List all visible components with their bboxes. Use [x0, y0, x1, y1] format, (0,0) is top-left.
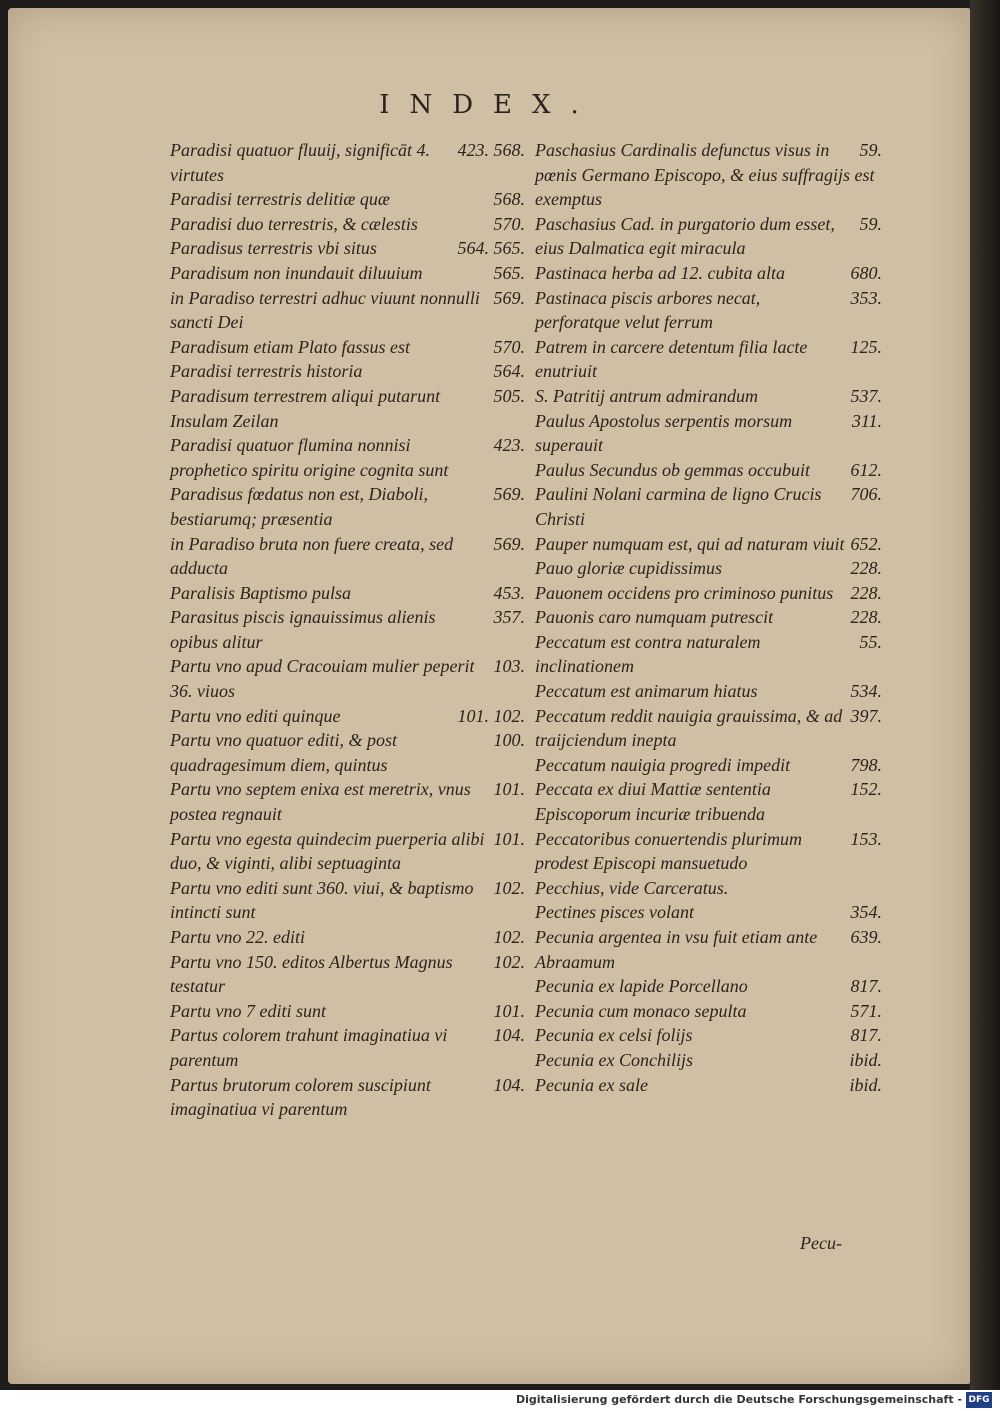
index-entry [535, 458, 882, 483]
page-header: INDEX. [379, 90, 599, 120]
index-entry [170, 384, 525, 433]
index-entry [535, 1048, 882, 1073]
entry-text: Partu vno 22. editi [170, 927, 305, 947]
entry-text: Peccatum est contra naturalem inclinationem [535, 631, 761, 677]
entry-page-number: 101. [493, 779, 525, 800]
index-entry [535, 753, 882, 778]
entry-page-number: 817. [850, 1025, 882, 1046]
entry-page-number: 570. [493, 336, 525, 357]
entry-text: Partu vno editi sunt 360. viui, & baptismo intincti sunt [170, 877, 474, 923]
index-entry [170, 581, 525, 606]
entry-page-number: 357. [493, 607, 525, 628]
entry-text: Pecunia cum monaco sepulta [535, 1000, 747, 1021]
index-entry [535, 482, 882, 531]
entry-page-number: 153. [850, 828, 882, 849]
entry-text: Partu vno septem enixa est meretrix, vnus postea regnauit [170, 779, 471, 825]
entry-text: Paradisus terrestris vbi situs [170, 238, 377, 259]
footer-credit: Digitalisierung gefördert durch die Deutsche Forschungsgemeinschaft - [515, 1393, 962, 1406]
entry-page-number: 569. [493, 533, 525, 554]
index-entry [170, 999, 525, 1024]
index-entry [170, 728, 525, 777]
entry-page-number: 570. [493, 213, 525, 234]
entry-page-number: 103. [493, 656, 525, 677]
book-page [8, 8, 970, 1384]
entry-page-number: 568. [493, 189, 525, 210]
entry-text: Partu vno apud Cracouiam mulier peperit 36. viuos [170, 656, 475, 702]
index-column-left [170, 138, 525, 1122]
entry-page-number: 152. [850, 779, 882, 800]
entry-page-number: 101. 102. [457, 705, 525, 726]
index-entry [170, 827, 525, 876]
entry-page-number: 652. [850, 533, 882, 554]
entry-text: Pastinaca herba ad 12. cubita alta [535, 262, 785, 283]
entry-text: Partu vno 150. editos Albertus Magnus testatur [170, 951, 453, 997]
index-entry [535, 286, 882, 335]
index-entry [170, 1073, 525, 1122]
index-entry [170, 1023, 525, 1072]
index-entry [170, 876, 525, 925]
entry-page-number: 706. [850, 484, 882, 505]
entry-text: Paralisis Baptismo pulsa [170, 582, 352, 603]
index-entry [170, 482, 525, 531]
entry-page-number: 228. [850, 582, 882, 603]
entry-text: Paulus Apostolus serpentis morsum superauit [535, 410, 793, 456]
index-entry [535, 999, 882, 1024]
entry-page-number: 125. [850, 336, 882, 357]
entry-text: Partu vno egesta quindecim puerperia alibi duo, & viginti, alibi septuaginta [170, 828, 485, 874]
entry-text: Paradisi quatuor fluuij, significāt 4. virtutes [170, 140, 431, 185]
index-entry [535, 777, 882, 826]
entry-page-number: 423. 568. [457, 140, 525, 160]
entry-text: Pecchius, vide Carceratus. [535, 877, 729, 898]
index-entry [170, 704, 525, 729]
catchword: Pecu- [800, 1233, 842, 1253]
entry-text: in Paradiso terrestri adhuc viuunt nonnulli sancti Dei [170, 287, 480, 333]
entry-page-number: 817. [850, 976, 882, 997]
entry-text: Peccata ex diui Mattiæ sententia Episcoporum incuriæ tribuenda [535, 779, 771, 825]
entry-text: Paradisi duo terrestris, & cælestis [170, 213, 418, 234]
entry-page-number: ibid. [849, 1074, 882, 1095]
index-entry [535, 409, 882, 458]
book-edge [970, 0, 1000, 1390]
entry-text: Peccatum reddit nauigia grauissima, & ad traijciendum inepta [535, 705, 843, 751]
entry-page-number: 101. [493, 828, 525, 849]
index-entry [170, 261, 525, 286]
entry-page-number: 311. [851, 410, 882, 431]
entry-text: Pastinaca piscis arbores necat, perforatque velut ferrum [535, 287, 761, 333]
index-entry [170, 212, 525, 237]
entry-page-number: 569. [493, 287, 525, 308]
index-entry [535, 532, 882, 557]
entry-text: Paradisum non inundauit diluuium [170, 262, 423, 283]
entry-text: Pecunia ex celsi folijs [535, 1025, 693, 1046]
entry-text: Paradisi terrestris historia [170, 361, 363, 382]
entry-text: Paulini Nolani carmina de ligno Crucis Christi [535, 484, 822, 529]
index-entry [535, 679, 882, 704]
entry-text: Partu vno quatuor editi, & post quadragesimum diem, quintus [170, 730, 397, 775]
entry-page-number: 228. [850, 607, 882, 628]
entry-text: Parasitus piscis ignauissimus alienis opibus alitur [170, 607, 436, 652]
entry-text: Pauonem occidens pro criminoso punitus [535, 582, 834, 603]
entry-page-number: 537. [850, 385, 882, 406]
index-entry [535, 1073, 882, 1098]
entry-page-number: 505. [493, 385, 525, 406]
entry-text: Pectines pisces volant [535, 902, 694, 923]
entry-text: Partu vno editi quinque [170, 705, 341, 726]
entry-page-number: 639. [850, 927, 882, 947]
index-entry [170, 925, 525, 950]
entry-text: Paulus Secundus ob gemmas occubuit [535, 459, 810, 480]
entry-page-number: 571. [850, 1000, 882, 1021]
index-entry [535, 925, 882, 974]
index-entry [170, 433, 525, 482]
entry-page-number: 612. [850, 459, 882, 480]
index-entry [535, 605, 882, 630]
index-entry [170, 777, 525, 826]
index-entry [170, 187, 525, 212]
index-entry [535, 704, 882, 753]
entry-text: Patrem in carcere detentum filia lacte enutriuit [535, 336, 808, 382]
index-entry [170, 532, 525, 581]
entry-text: Paradisi quatuor flumina nonnisi prophetico spiritu origine cognita sunt [170, 435, 449, 480]
index-entry [170, 335, 525, 360]
entry-page-number: 102. [493, 951, 525, 972]
index-entry [535, 974, 882, 999]
entry-text: Peccatum nauigia progredi impedit [535, 754, 791, 775]
index-entry [535, 556, 882, 581]
entry-page-number: 354. [850, 902, 882, 923]
entry-text: Paschasius Cardinalis defunctus visus in pœnis Germano Episcopo, & eius suffragijs est exemptus [535, 140, 875, 210]
entry-page-number: 453. [493, 582, 525, 603]
entry-page-number: 680. [850, 262, 882, 283]
entry-page-number: 564. [493, 361, 525, 382]
entry-text: Pauo gloriæ cupidissimus [535, 558, 723, 579]
index-entry [535, 630, 882, 679]
index-entry [170, 950, 525, 999]
index-entry [535, 581, 882, 606]
entry-page-number: 565. [493, 262, 525, 283]
entry-page-number: 798. [850, 754, 882, 775]
entry-text: Peccatoribus conuertendis plurimum prodest Episcopi mansuetudo [535, 828, 802, 874]
entry-page-number: 102. [493, 927, 525, 947]
index-entry [170, 286, 525, 335]
entry-text: Peccatum est animarum hiatus [535, 681, 758, 702]
entry-text: Paschasius Cad. in purgatorio dum esset, eius Dalmatica egit miracula [535, 213, 835, 259]
entry-page-number: 534. [850, 681, 882, 702]
index-entry [170, 138, 525, 187]
entry-page-number: 569. [493, 484, 525, 505]
entry-page-number: 55. [859, 631, 882, 652]
entry-page-number: 104. [493, 1025, 525, 1046]
entry-page-number: ibid. [849, 1049, 882, 1070]
index-entry [535, 827, 882, 876]
index-column-right [535, 138, 882, 1097]
entry-text: Pecunia ex Conchilijs [535, 1049, 693, 1070]
entry-page-number: 564. 565. [457, 238, 525, 259]
entry-text: Pauper numquam est, qui ad naturam viuit [535, 533, 845, 554]
entry-page-number: 423. [493, 435, 525, 456]
entry-page-number: 59. [859, 213, 882, 234]
entry-page-number: 353. [850, 287, 882, 308]
index-entry [535, 1023, 882, 1048]
entry-page-number: 104. [493, 1074, 525, 1095]
index-entry [535, 212, 882, 261]
entry-text: Pecunia argentea in vsu fuit etiam ante Abraamum [535, 927, 818, 972]
entry-text: S. Patritij antrum admirandum [535, 385, 759, 406]
entry-text: Paradisi terrestris delitiæ quæ [170, 189, 390, 210]
footer-bar [0, 1390, 1000, 1411]
index-entry [535, 384, 882, 409]
entry-text: Paradisum etiam Plato fassus est [170, 336, 411, 357]
entry-text: in Paradiso bruta non fuere creata, sed adducta [170, 533, 454, 579]
entry-page-number: 228. [850, 558, 882, 579]
entry-text: Partus colorem trahunt imaginatiua vi parentum [170, 1025, 448, 1070]
entry-page-number: 397. [850, 705, 882, 726]
index-entry [170, 359, 525, 384]
index-entry [535, 138, 882, 212]
index-entry [170, 605, 525, 654]
entry-text: Partus brutorum colorem suscipiunt imaginatiua vi parentum [170, 1074, 431, 1120]
entry-page-number: 102. [493, 877, 525, 898]
index-entry [170, 654, 525, 703]
dfg-logo: DFG [966, 1392, 992, 1408]
entry-text: Pecunia ex lapide Porcellano [535, 976, 748, 997]
entry-page-number: 100. [493, 730, 525, 751]
index-entry [535, 335, 882, 384]
entry-page-number: 59. [859, 140, 882, 160]
entry-text: Paradisus fœdatus non est, Diaboli, bestiarumq; præsentia [170, 484, 429, 529]
entry-text: Paradisum terrestrem aliqui putarunt Insulam Zeilan [170, 385, 441, 431]
index-entry [535, 900, 882, 925]
entry-text: Pecunia ex sale [535, 1074, 648, 1095]
entry-text: Partu vno 7 editi sunt [170, 1000, 326, 1021]
index-entry [535, 261, 882, 286]
entry-text: Pauonis caro numquam putrescit [535, 607, 774, 628]
index-entry [170, 236, 525, 261]
entry-page-number: 101. [493, 1000, 525, 1021]
index-entry [535, 876, 882, 901]
